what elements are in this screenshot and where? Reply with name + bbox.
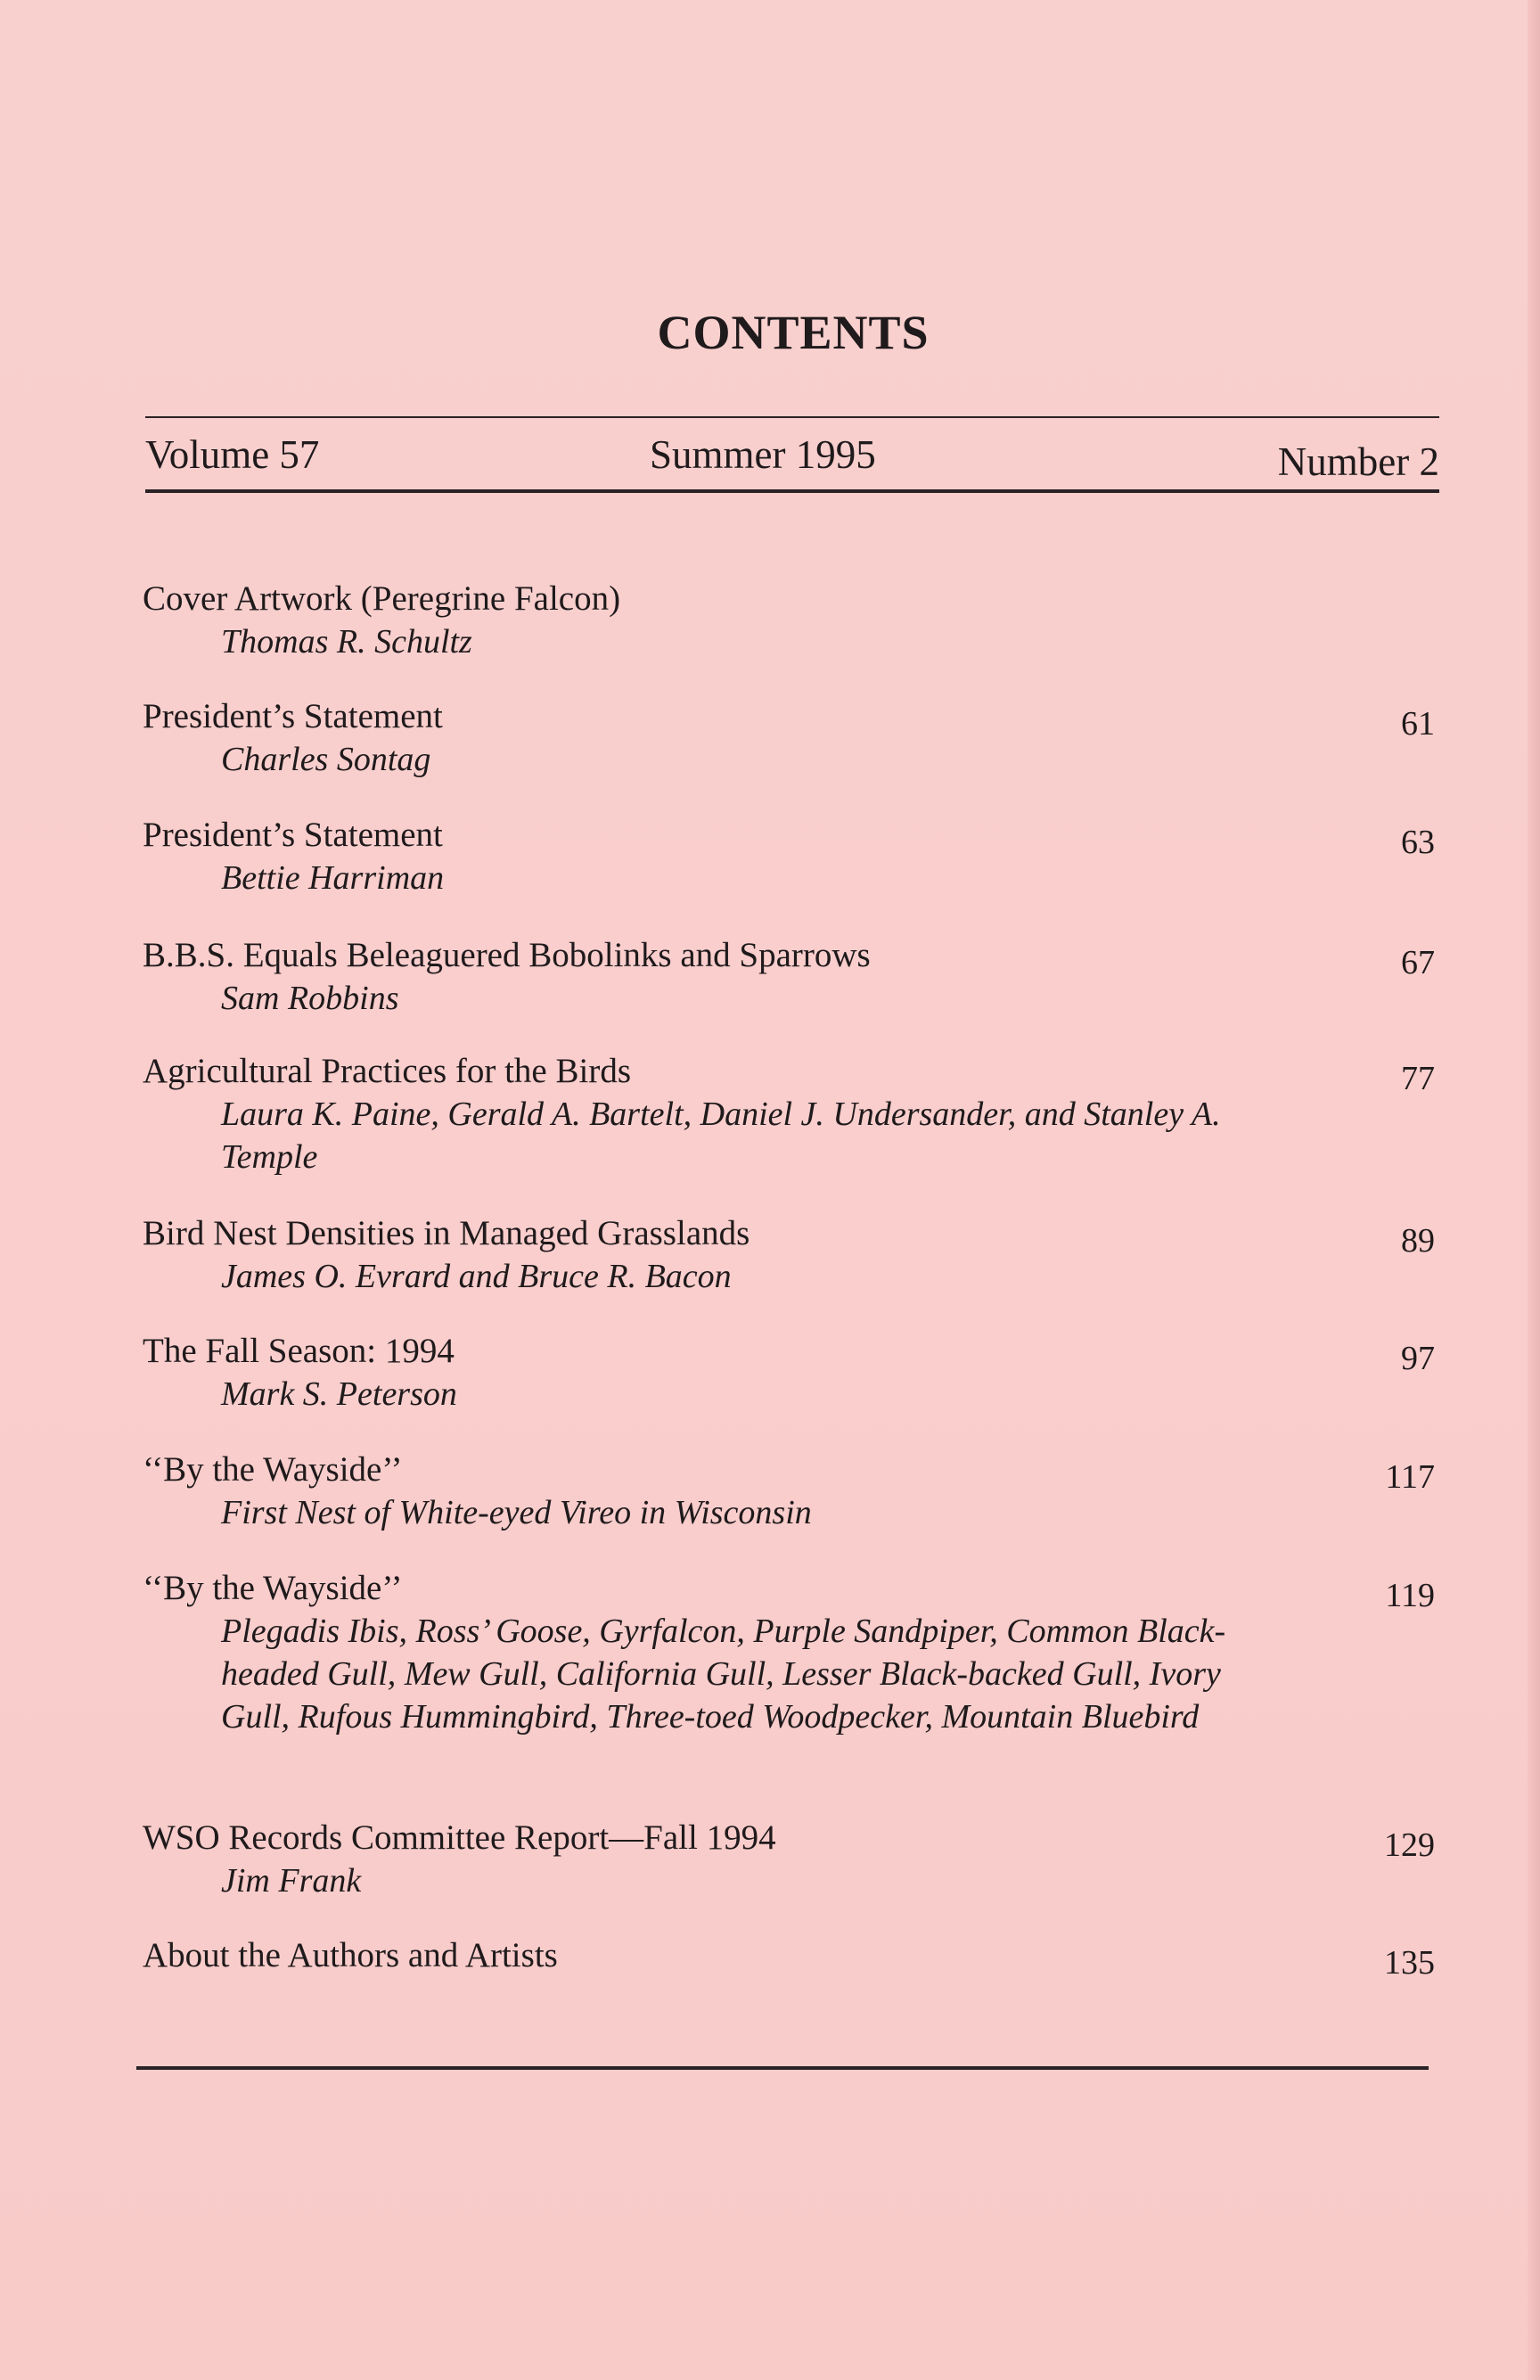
toc-entry [143,1934,1435,1982]
toc-entry [143,814,1435,899]
entry-author: First Nest of White-eyed Vireo in Wisconsin [221,1494,812,1531]
entry-title: ‘‘By the Wayside’’ [143,1450,403,1489]
toc-entry [143,578,1435,663]
entry-author: Laura K. Paine, Gerald A. Bartelt, Daniel J. Undersander, and Stanley A. Temple [221,1096,1221,1176]
toc-entry [143,1050,1435,1178]
entry-page: 129 [1384,1826,1435,1864]
entry-page: 97 [1401,1340,1435,1377]
entry-title: WSO Records Committee Report—Fall 1994 [143,1818,776,1857]
entry-title: President’s Statement [143,697,443,735]
entry-title: About the Authors and Artists [143,1936,558,1974]
entry-page: 135 [1384,1944,1435,1982]
volume-label: Volume 57 [145,432,320,477]
entry-page: 89 [1401,1222,1435,1260]
entry-page: 77 [1401,1060,1435,1097]
bottom-rule [136,2066,1429,2070]
entry-title: Agricultural Practices for the Birds [143,1052,631,1090]
entry-page: 61 [1401,705,1435,743]
top-rule [145,416,1439,418]
masthead-rule [145,489,1439,493]
number-label: Number 2 [1277,439,1439,484]
entry-author: Jim Frank [221,1862,362,1900]
entry-title: ‘‘By the Wayside’’ [143,1569,403,1607]
entry-page: 119 [1385,1577,1435,1614]
toc-entry [143,934,1435,1020]
entry-page: 117 [1385,1458,1435,1496]
entry-author: Bettie Harriman [221,859,445,897]
entry-author: James O. Evrard and Bruce R. Bacon [221,1258,732,1295]
entry-author: Sam Robbins [221,980,399,1017]
entry-title: Bird Nest Densities in Managed Grasslands [143,1214,750,1252]
toc-entry [143,695,1435,781]
issue-masthead [145,431,1439,485]
entry-title: B.B.S. Equals Beleaguered Bobolinks and Sparrows [143,936,871,974]
entry-title: The Fall Season: 1994 [143,1332,455,1370]
entry-title: President’s Statement [143,816,443,854]
toc-entry [143,1449,1435,1534]
toc-entry [143,1817,1435,1902]
toc-entry [143,1212,1435,1298]
entry-page: 67 [1401,944,1435,981]
entry-author: Thomas R. Schultz [221,623,472,661]
entry-title: Cover Artwork (Peregrine Falcon) [143,579,621,618]
entry-author: Mark S. Peterson [221,1375,457,1413]
entry-author: Plegadis Ibis, Ross’ Goose, Gyrfalcon, Purple Sandpiper, Common Black-headed Gull, Mew Gull, California Gull, Lesser Black-backed Gull, Ivory Gull, Rufous Hummingbird, Three-toed Woodpecker, Mountain Bluebird [221,1613,1226,1736]
toc-entry [143,1330,1435,1416]
entry-page: 63 [1401,824,1435,861]
season-label: Summer 1995 [650,432,876,477]
page-title: CONTENTS [657,306,930,359]
entry-author: Charles Sontag [221,741,431,778]
toc-entry [143,1567,1435,1738]
